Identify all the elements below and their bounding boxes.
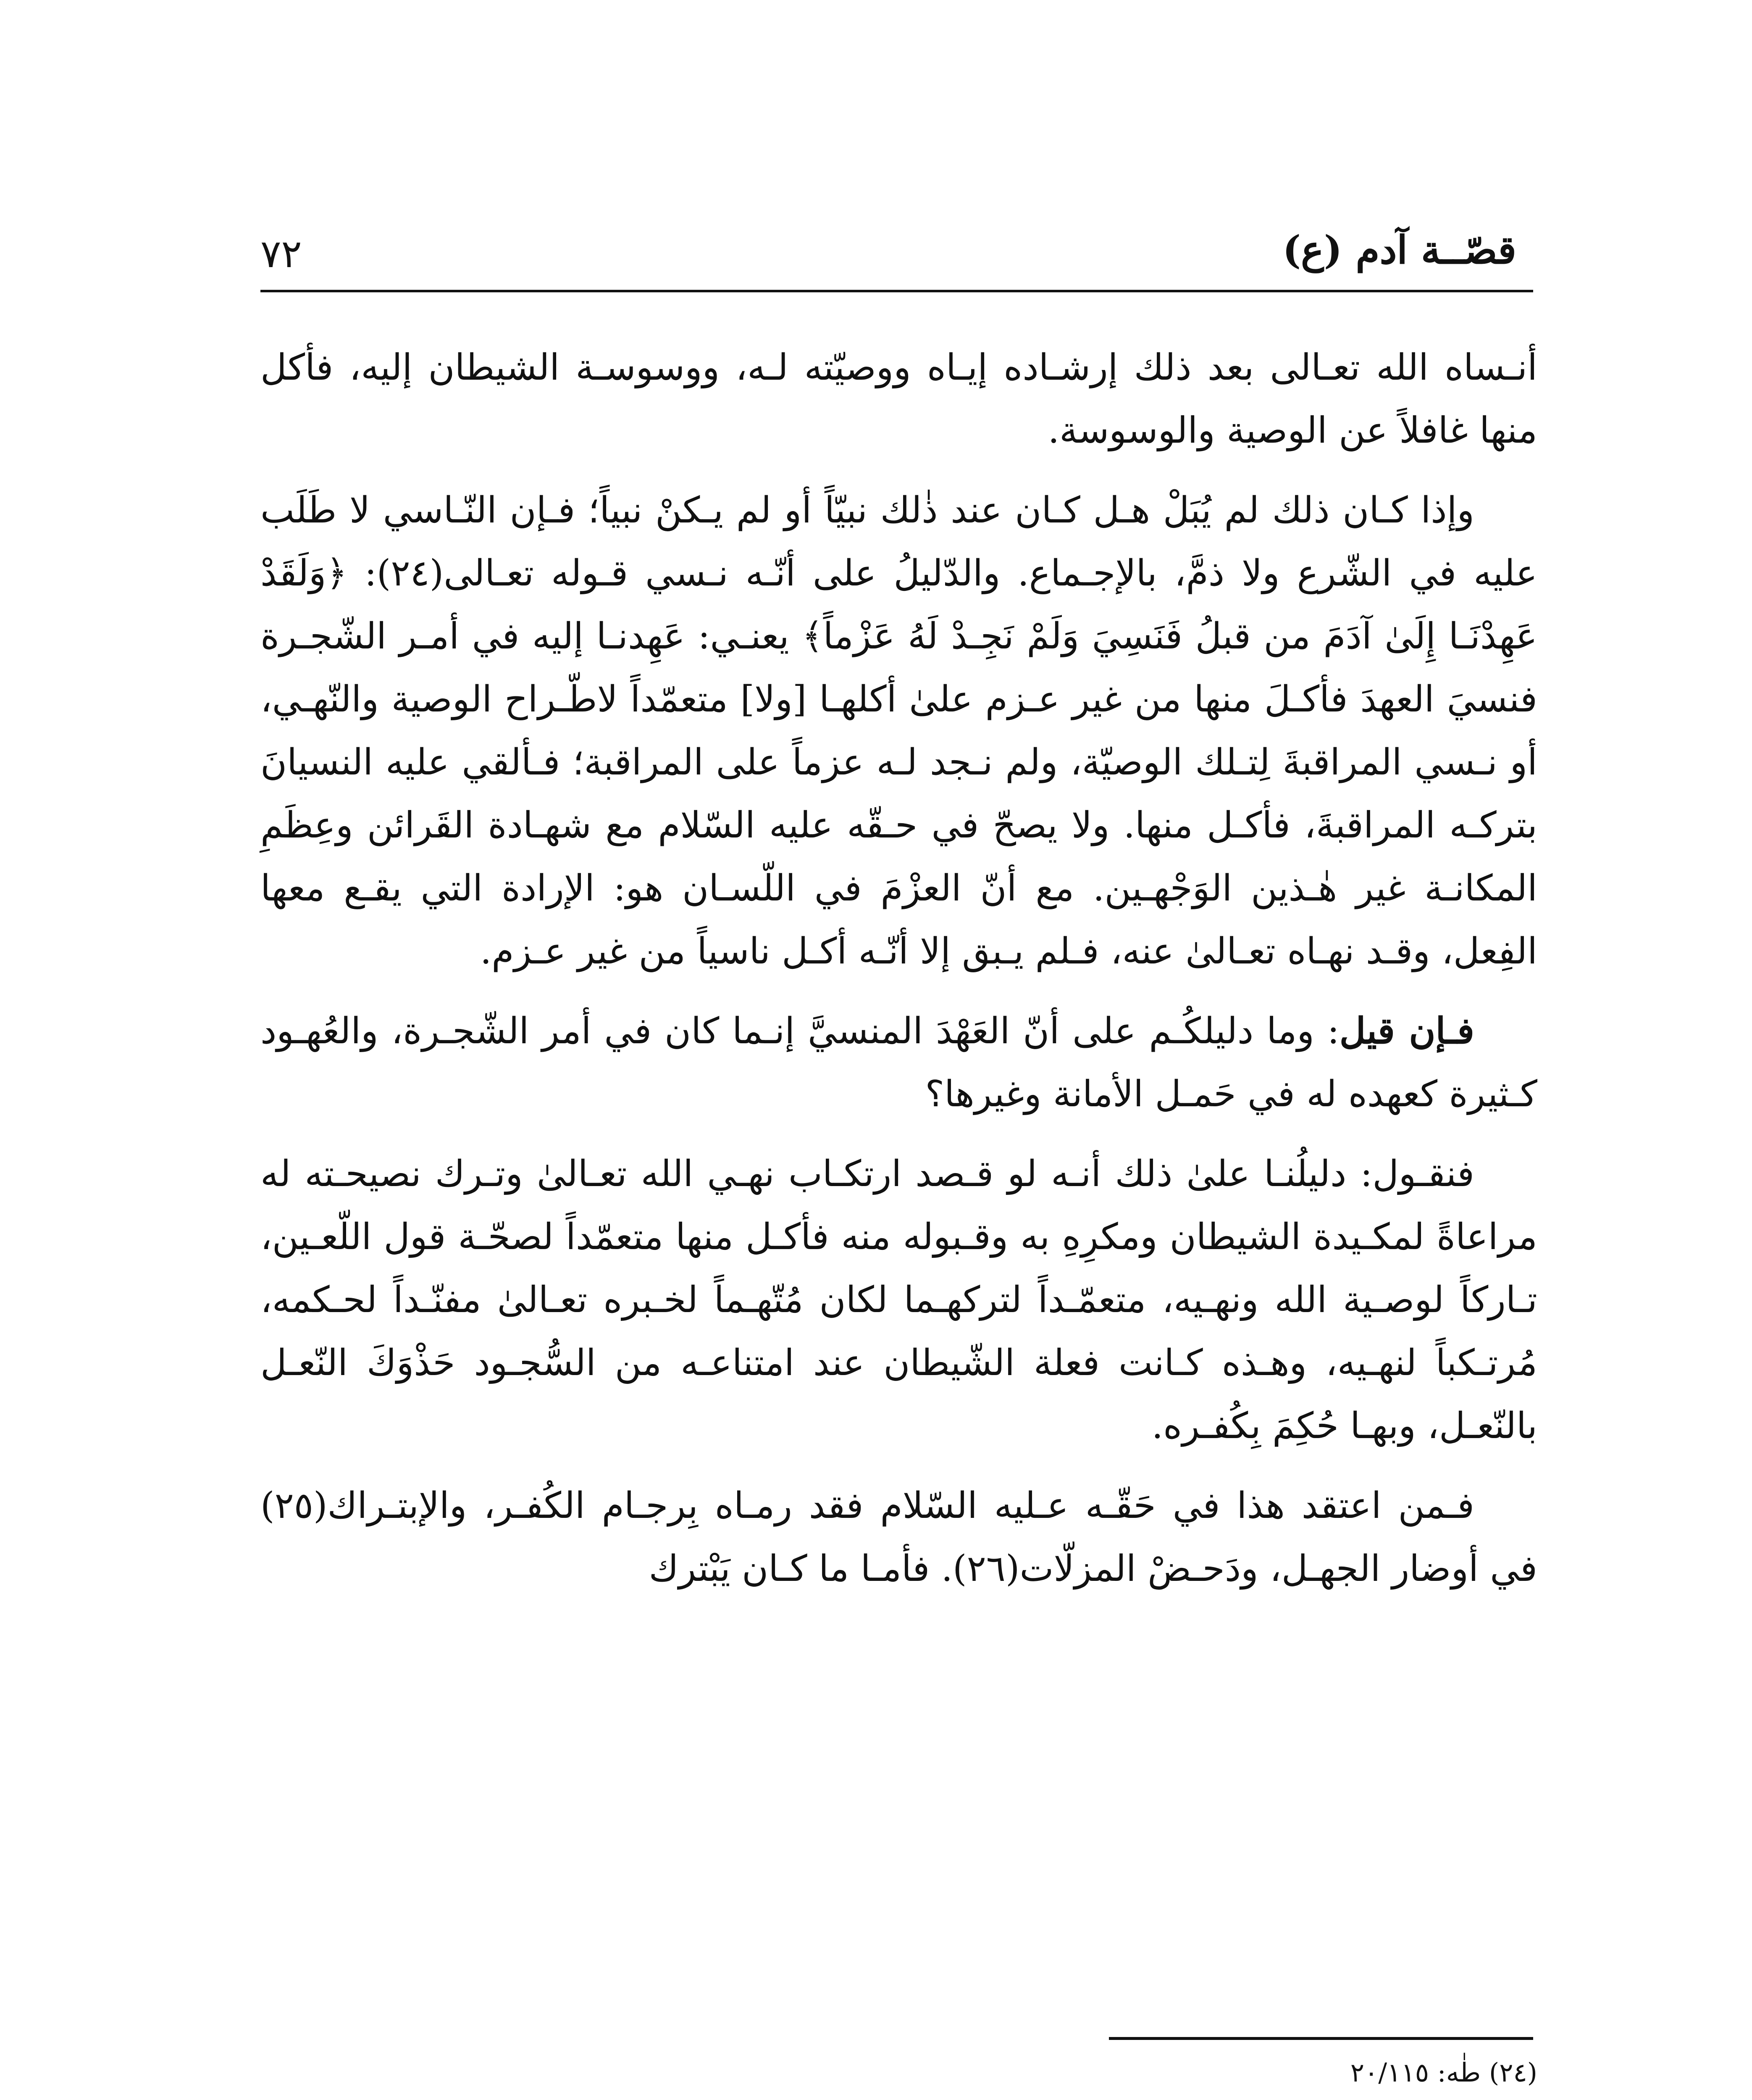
page-header <box>260 223 1516 281</box>
footnote-24: (٢٤) طٰه: ٢٠/١١٥ <box>1350 2057 1537 2088</box>
chapter-title: قصّــة آدم (ع) <box>1282 227 1516 273</box>
main-text <box>260 336 1537 1617</box>
paragraph-3 <box>260 1000 1537 1126</box>
footnote-25 <box>260 2096 1537 2100</box>
paragraph-1 <box>260 336 1537 462</box>
paragraph-1-text: أنـساه الله تعـالى بعد ذلك إرشـاده إيـاه ووصيّته لـه، ووسوسـة الشيطان إليه، فأكل منها غافلاً عن الوصية والوسوسة. <box>260 346 1537 452</box>
page-number: ٧٢ <box>260 231 302 276</box>
paragraph-2-text: وإذا كـان ذلك لم يُبَلْ هـل كـان عند ذٰلك نبيّاً أو لم يـكنْ نبياً؛ فـإن النّـاسي لا طَلَب عليه في الشّرع ولا ذمَّ، بالإجـماع. والدّليلُ على أنّـه نـسي قـوله تعـالى(٢٤): ﴿وَلَقَدْ عَهِدْنَـا إِلَىٰ آدَمَ من قبلُ فَنَسِيَ وَلَمْ نَجِـدْ لَهُ عَزْماً﴾ يعنـي: عَهِدنـا إليه في أمـر الشّجـرة فنسيَ العهدَ فأكـلَ منها من غير عـزم علىٰ أكلهـا [ولا] متعمّداً لاطّـراح الوصية والنّهـي، أو نـسي المراقبةَ لِتـلك الوصيّة، ولم نـجد لـه عزماً على المراقبة؛ فـألقي عليه النسيانَ بتركـه المراقبةَ، فأكـل منها. ولا يصحّ في حـقّه عليه السّلام مع شهـادة القَرائن وعِظَمِ المكانـة غير هٰـذين الوَجْهـين. مع أنّ العزْمَ في اللّسـان هو: الإرادة التي يقـع معها الفِعل، وقـد نهـاه تعـالىٰ عنه، فـلم يـبق إلا أنّـه أكـل ناسياً من غير عـزم. <box>260 489 1537 972</box>
paragraph-3-text: : وما دليلكُـم على أنّ العَهْدَ المنسيَّ إنـما كان في أمر الشّجـرة، والعُهـود كـثيرة كعهده له في حَمـل الأمانة وغيرها؟ <box>260 1010 1537 1115</box>
paragraph-5 <box>260 1474 1537 1600</box>
paragraph-4-text: فنقـول: دليلُنـا علىٰ ذلك أنـه لو قـصد ارتكـاب نهـي الله تعـالىٰ وتـرك نصيحـته له مراعاةً لمكـيدة الشيطان ومكرِهِ به وقـبوله منه فأكـل منها متعمّداً لصحّـة قول اللّعـين، تـاركاً لوصـية الله ونهـيه، متعمّـداً لتركهـما لكان مُتّهـماً لخـبره تعـالىٰ مفنّـداً لحـكمه، مُرتـكباً لنهـيه، وهـذه كـانت فعلة الشّيطان عند امتناعـه من السُّجـود حَذْوَكَ النّعـل بالنّعـل، وبهـا حُكِمَ بِكُفـره. <box>260 1153 1537 1447</box>
paragraph-4 <box>260 1142 1537 1457</box>
footnotes <box>260 2050 1537 2100</box>
paragraph-3-lead: فـإن قيل <box>1339 1010 1474 1052</box>
header-divider <box>260 290 1533 292</box>
footnote-divider <box>1109 2037 1533 2040</box>
paragraph-5-text: فـمن اعتقد هذا في حَقّـه عـليه السّلام فقد رمـاه بِرجـام الكُفـر، والإبتـراك(٢٥) في أوضار الجهـل، ودَحـضْ المزلّات(٢٦). فأمـا ما كـان يَبْترك <box>260 1485 1537 1590</box>
paragraph-2 <box>260 479 1537 983</box>
